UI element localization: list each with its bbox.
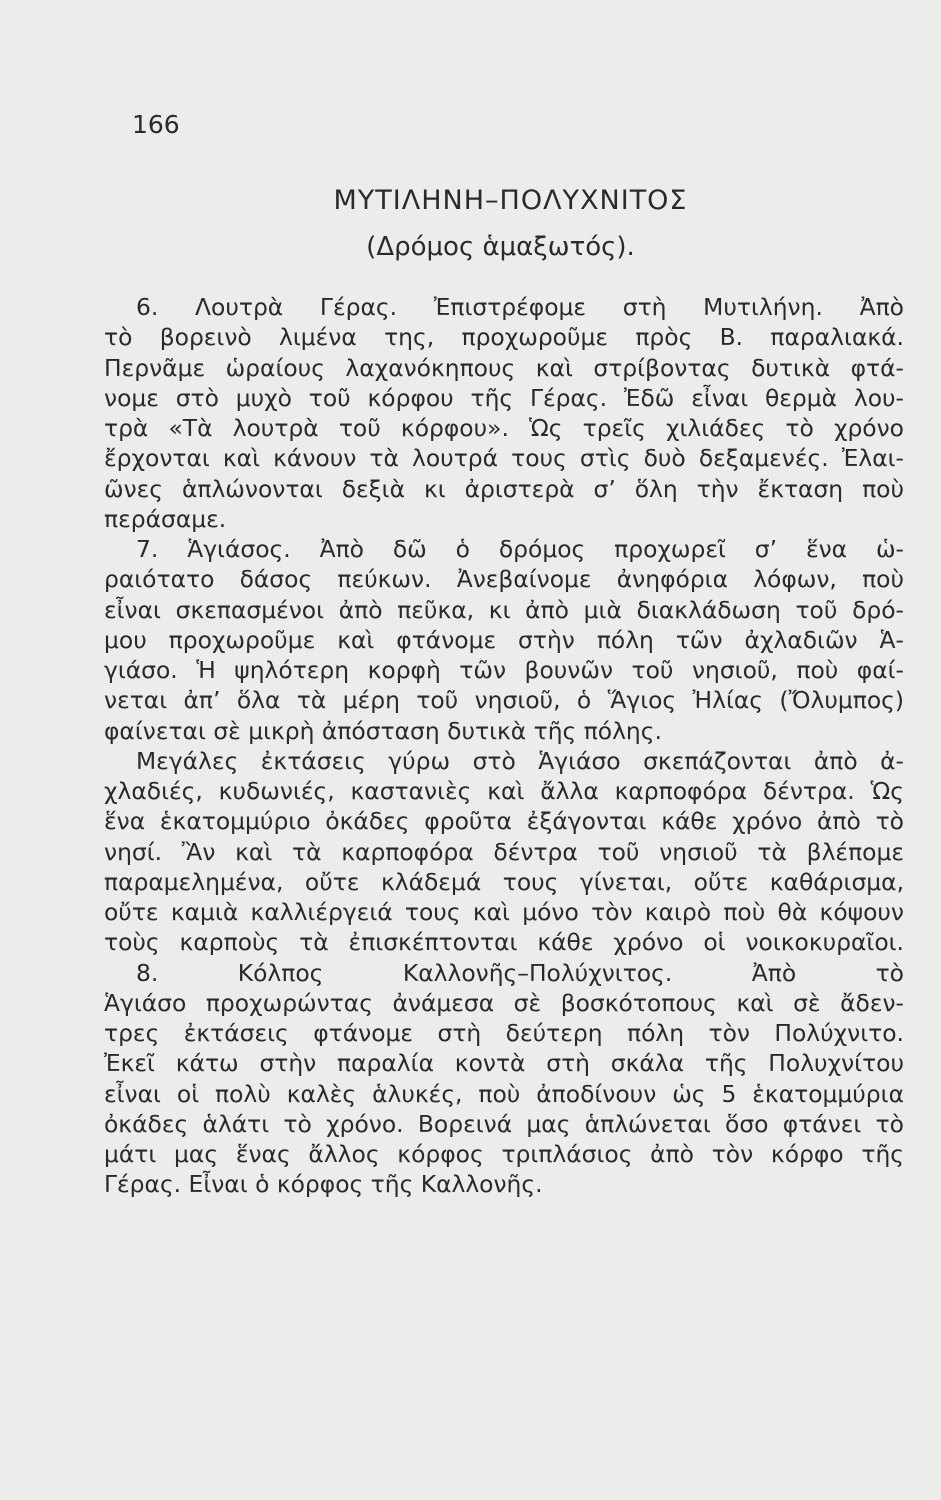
text-line: μου προχωροῦμε καὶ φτάνομε στὴν πόλη τῶν ἀχλαδιῶν Ἁ- — [104, 625, 904, 654]
text-line: Μεγάλες ἐκτάσεις γύρω στὸ Ἁγιάσο σκεπάζονται ἀπὸ ἀ- — [136, 746, 904, 775]
text-line: παραμελημένα, οὔτε κλάδεμά τους γίνεται, οὔτε καθάρισμα, — [104, 867, 904, 896]
text-line: χλαδιές, κυδωνιές, καστανιὲς καὶ ἄλλα καρποφόρα δέντρα. Ὡς — [104, 777, 904, 805]
text-line: νομε στὸ μυχὸ τοῦ κόρφου τῆς Γέρας. Ἐδῶ εἶναι θερμὰ λου- — [104, 383, 904, 412]
text-line: τρες ἐκτάσεις φτάνομε στὴ δεύτερη πόλη τὸν Πολύχνιτο. — [104, 1019, 904, 1047]
text-line: Γέρας. Εἶναι ὁ κόρφος τῆς Καλλονῆς. — [104, 1170, 543, 1199]
text-line: ἔρχονται καὶ κάνουν τὰ λουτρά τους στὶς δυὸ δεξαμενές. Ἐλαι- — [104, 444, 904, 473]
section-title: ΜΥΤΙΛΗΝΗ–ΠΟΛΥΧΝΙΤΟΣ — [333, 185, 688, 216]
text-line: τοὺς καρποὺς τὰ ἐπισκέπτονται κάθε χρόνο οἱ νοικοκυραῖοι. — [104, 928, 904, 957]
text-line: Ἁγιάσο προχωρώντας ἀνάμεσα σὲ βοσκότοπους καὶ σὲ ἄδεν- — [104, 988, 904, 1017]
text-line: τὸ βορεινὸ λιμένα της, προχωροῦμε πρὸς Β. παραλιακά. — [104, 323, 904, 352]
text-line: περάσαμε. — [104, 504, 227, 533]
text-line: 8. Κόλπος Καλλονῆς–Πολύχνιτος. Ἀπὸ τὸ — [136, 958, 904, 987]
text-line: Ἐκεῖ κάτω στὴν παραλία κοντὰ στὴ σκάλα τῆς Πολυχνίτου — [104, 1049, 904, 1078]
text-line: ἕνα ἑκατομμύριο ὀκάδες φροῦτα ἐξάγονται κάθε χρόνο ἀπὸ τὸ — [104, 807, 904, 836]
text-line: ραιότατο δάσος πεύκων. Ἀνεβαίνομε ἀνηφόρια λόφων, ποὺ — [104, 565, 904, 594]
section-subtitle: (Δρόμος ἁμαξωτός). — [366, 232, 635, 262]
text-line: Περνᾶμε ὡραίους λαχανόκηπους καὶ στρίβοντας δυτικὰ φτά- — [104, 353, 904, 382]
text-line: εἶναι οἱ πολὺ καλὲς ἁλυκές, ποὺ ἀποδίνουν ὡς 5 ἑκατομμύρια — [104, 1079, 904, 1108]
text-line: ὀκάδες ἁλάτι τὸ χρόνο. Βορεινά μας ἁπλώνεται ὅσο φτάνει τὸ — [104, 1109, 904, 1138]
body-text — [104, 292, 904, 1200]
text-line: τρὰ «Τὰ λουτρὰ τοῦ κόρφου». Ὡς τρεῖς χιλιάδες τὸ χρόνο — [104, 414, 904, 442]
text-line: φαίνεται σὲ μικρὴ ἀπόσταση δυτικὰ τῆς πόλης. — [104, 716, 662, 745]
text-line: γιάσο. Ἡ ψηλότερη κορφὴ τῶν βουνῶν τοῦ νησιοῦ, ποὺ φαί- — [104, 656, 904, 684]
text-line: οὔτε καμιὰ καλλιέργειά τους καὶ μόνο τὸν καιρὸ ποὺ θὰ κόψουν — [104, 898, 904, 926]
text-line: 7. Ἁγιάσος. Ἀπὸ δῶ ὁ δρόμος προχωρεῖ σ’ ἕνα ὡ- — [136, 535, 904, 563]
text-line: μάτι μας ἕνας ἄλλος κόρφος τριπλάσιος ἀπὸ τὸν κόρφο τῆς — [104, 1140, 904, 1168]
text-line: νεται ἀπ’ ὅλα τὰ μέρη τοῦ νησιοῦ, ὁ Ἅγιος Ἠλίας (Ὄλυμπος) — [104, 686, 904, 715]
text-line: ῶνες ἁπλώνονται δεξιὰ κι ἀριστερὰ σ’ ὅλη τὴν ἔκταση ποὺ — [104, 474, 904, 503]
page-number: 166 — [132, 110, 180, 139]
text-line: εἶναι σκεπασμένοι ἀπὸ πεῦκα, κι ἀπὸ μιὰ διακλάδωση τοῦ δρό- — [104, 595, 904, 624]
text-line: νησί. Ἂν καὶ τὰ καρποφόρα δέντρα τοῦ νησιοῦ τὰ βλέπομε — [104, 837, 904, 866]
text-line: 6. Λουτρὰ Γέρας. Ἐπιστρέφομε στὴ Μυτιλήνη. Ἀπὸ — [136, 293, 904, 321]
